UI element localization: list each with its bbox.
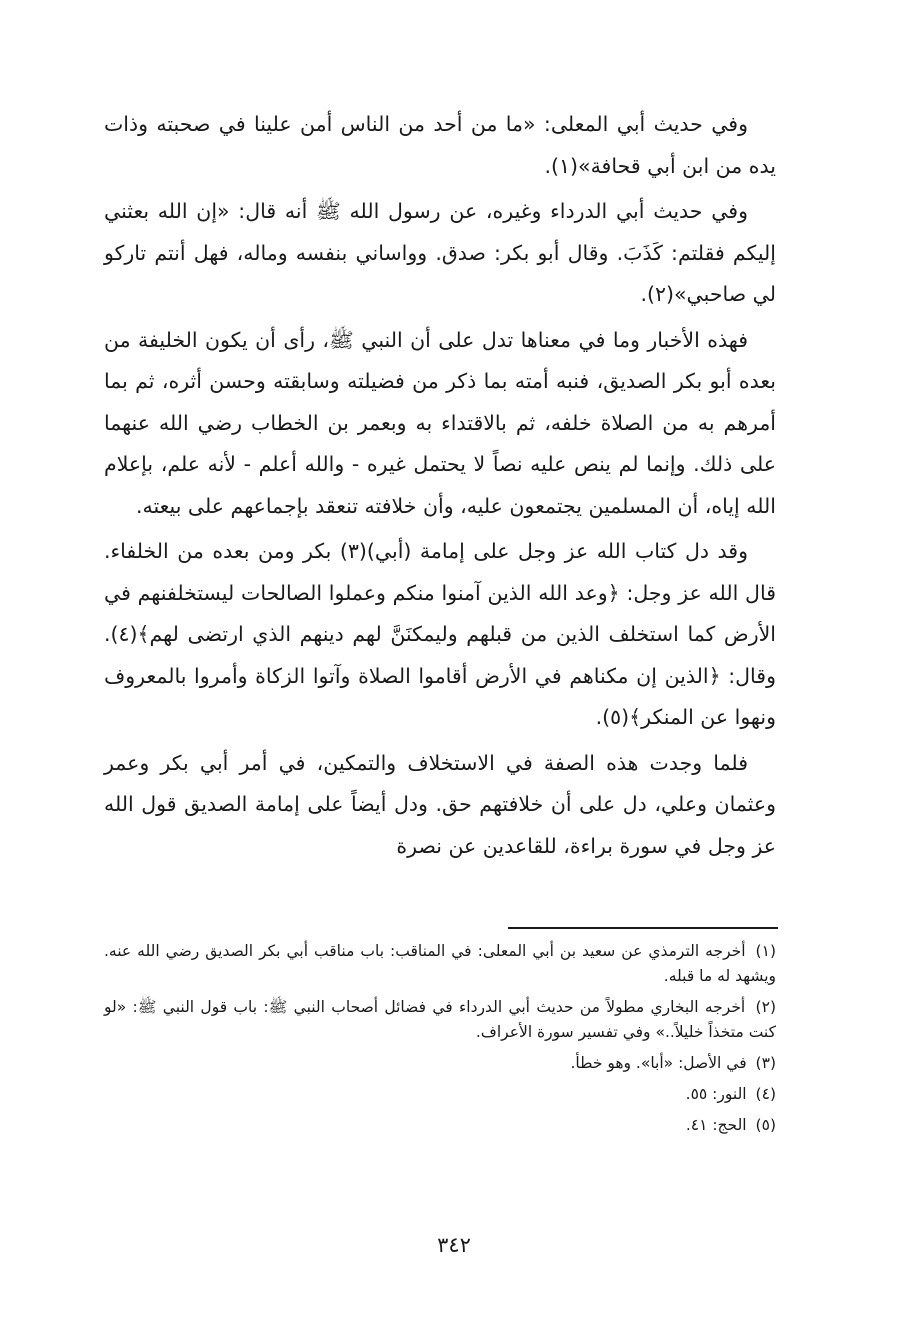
footnote-text: في الأصل: «أبا». وهو خطأ. [570, 1054, 747, 1072]
footnote-text: الحج: ٤١. [685, 1116, 747, 1134]
paragraph-3: فهذه الأخبار وما في معناها تدل على أن النبي ﷺ، رأى أن يكون الخليفة من بعده أبو بكر الصديق، فنبه أمته بما ذكر من فضيلته وسابقته وحسن أثره، ثم بما أمرهم به من الصلاة خلفه، ثم بالاقتداء به وبعمر بن الخطاب رضي الله عنهما على ذلك. وإنما لم ينص عليه نصاً لا يحتمل غيره - والله أعلم - لأنه علم، بإعلام الله إياه، أن المسلمين يجتمعون عليه، وأن خلافته تنعقد بإجماعهم على بيعته. [104, 327, 776, 518]
footnote-number: (٤) [755, 1085, 776, 1103]
footnote-text: أخرجه الترمذي عن سعيد بن أبي المعلى: في المناقب: باب مناقب أبي بكر الصديق رضي الله عنه. ويشهد له ما قبله. [104, 942, 776, 985]
footnote-5 [104, 1113, 776, 1138]
paragraph-1: وفي حديث أبي المعلى: «ما من أحد من الناس أمن علينا في صحبته وذات يده من ابن أبي قحافة»(١). [104, 112, 776, 178]
footnote-divider [508, 927, 778, 929]
footnote-2 [104, 995, 776, 1045]
footnote-1 [104, 939, 776, 989]
footnote-number: (٢) [755, 998, 776, 1016]
footnote-text: أخرجه البخاري مطولاً من حديث أبي الدرداء في فضائل أصحاب النبي ﷺ: باب قول النبي ﷺ: «لو كنت متخذاً خليلاً..» وفي تفسير سورة الأعراف. [104, 998, 776, 1041]
paragraph-4: وقد دل كتاب الله عز وجل على إمامة (أبي)(٣) بكر ومن بعده من الخلفاء. قال الله عز وجل: ﴿وعد الله الذين آمنوا منكم وعملوا الصالحات ليستخلفنهم في الأرض كما استخلف الذين من قبلهم وليمكنَنَّ لهم دينهم الذي ارتضى لهم﴾(٤). وقال: ﴿الذين إن مكناهم في الأرض أقاموا الصلاة وآتوا الزكاة وأمروا بالمعروف ونهوا عن المنكر﴾(٥). [104, 539, 776, 729]
footnote-number: (٥) [755, 1116, 776, 1134]
footnote-text: النور: ٥٥. [685, 1085, 747, 1103]
footnote-number: (٣) [755, 1054, 776, 1072]
paragraph-5: فلما وجدت هذه الصفة في الاستخلاف والتمكين، في أمر أبي بكر وعمر وعثمان وعلي، دل على أن خلافتهم حق. ودل أيضاً على إمامة الصديق قول الله عز وجل في سورة براءة، للقاعدين عن نصرة [104, 750, 776, 858]
footnote-number: (١) [755, 942, 776, 960]
footnote-4 [104, 1082, 776, 1107]
page-number: ٣٤٢ [437, 1233, 471, 1257]
footnotes [104, 939, 776, 1144]
footnote-3 [104, 1051, 776, 1076]
main-text [104, 104, 776, 871]
paragraph-2: وفي حديث أبي الدرداء وغيره، عن رسول الله ﷺ أنه قال: «إن الله بعثني إليكم فقلتم: كَذَبَ. وقال أبو بكر: صدق. وواساني بنفسه وماله، فهل أنتم تاركو لي صاحبي»(٢). [104, 199, 776, 306]
